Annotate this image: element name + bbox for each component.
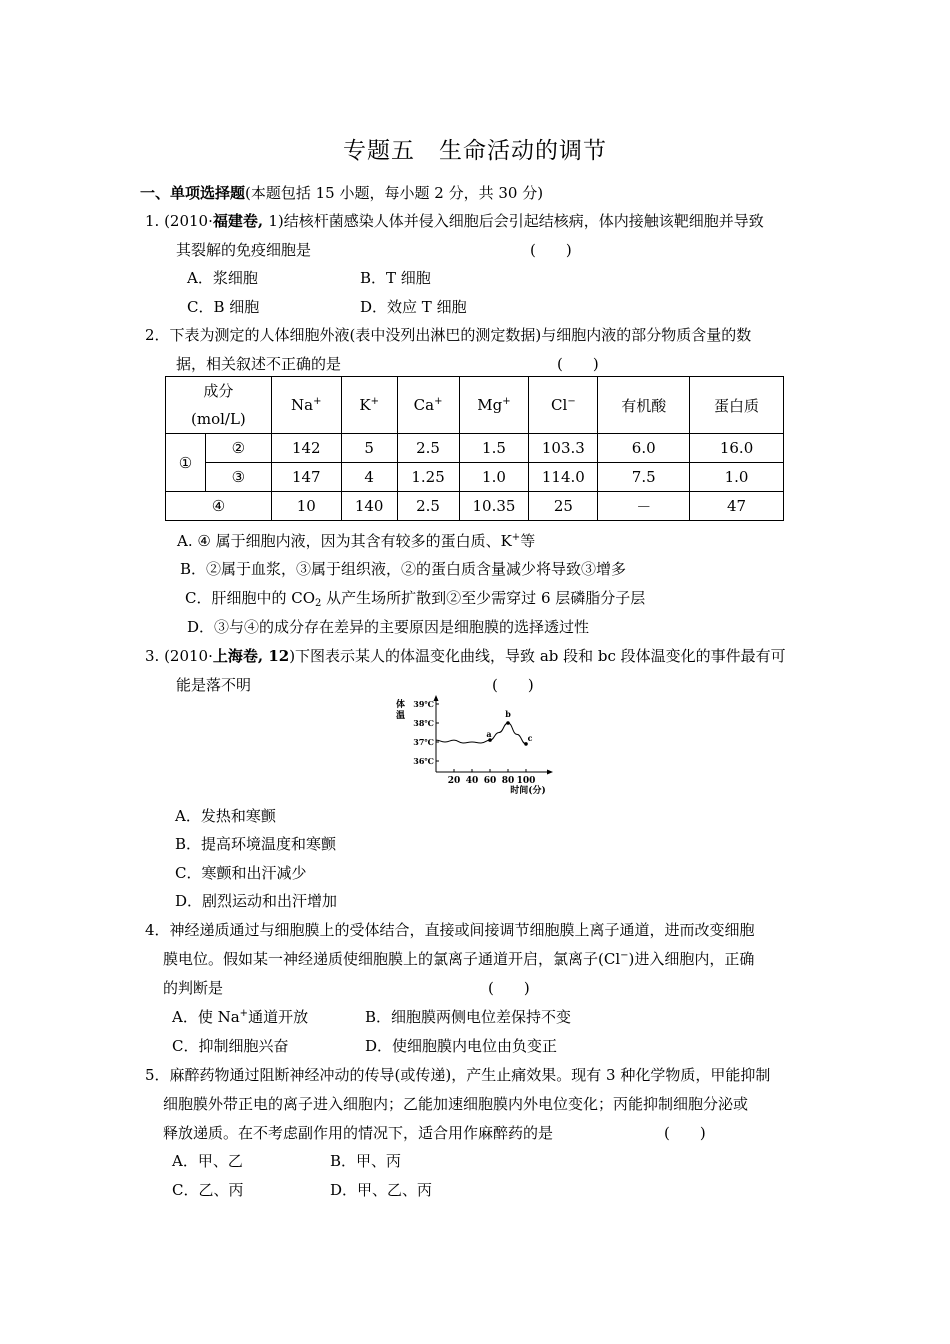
- table-cell: 1.0: [459, 463, 529, 492]
- table-cell: 1.0: [690, 463, 784, 492]
- table-cell: 47: [690, 492, 784, 521]
- q1-option-b: B．T 细胞: [360, 269, 431, 287]
- q3-line2: 能是落不明: [176, 676, 252, 694]
- x-tick-label: 60: [483, 776, 497, 786]
- point-label-b: b: [505, 709, 511, 719]
- x-tick-label: 40: [465, 776, 479, 786]
- q1-option-d: D．效应 T 细胞: [360, 298, 467, 316]
- q5-option-c: C．乙、丙: [172, 1181, 244, 1199]
- header-ca: Ca+: [397, 377, 459, 434]
- header-protein: 蛋白质: [690, 377, 784, 434]
- table-cell: 7.5: [598, 463, 690, 492]
- table-cell: 2.5: [397, 434, 459, 463]
- q3-answer-paren: ( ): [492, 676, 534, 694]
- header-component: 成分: [203, 382, 234, 400]
- q4-line1: 4．神经递质通过与细胞膜上的受体结合，直接或间接调节细胞膜上离子通道，进而改变细胞: [145, 921, 755, 939]
- body-temperature-chart: [390, 692, 560, 800]
- section-note: (本题包括 15 小题，每小题 2 分，共 30 分): [245, 184, 544, 202]
- q3-option-c: C．寒颤和出汗减少: [175, 864, 307, 882]
- header-component-cell: [166, 377, 272, 434]
- q4-option-d: D．使细胞膜内电位由负变正: [365, 1037, 558, 1055]
- q4-answer-paren: ( ): [488, 979, 530, 997]
- y-axis-label-2: 温: [396, 711, 406, 721]
- table-row: [166, 463, 784, 492]
- y-tick-label: 38℃: [413, 718, 434, 728]
- table-header-row: [166, 377, 784, 434]
- table-cell: 5: [341, 434, 397, 463]
- q5-answer-paren: ( ): [664, 1124, 706, 1142]
- q3-option-a: A．发热和寒颤: [175, 807, 276, 825]
- q4-line3: 的判断是: [163, 979, 224, 997]
- table-cell: 16.0: [690, 434, 784, 463]
- header-na: Na+: [271, 377, 341, 434]
- header-k: K+: [341, 377, 397, 434]
- q1-answer-paren: ( ): [530, 241, 572, 259]
- table-cell: 1.25: [397, 463, 459, 492]
- table-cell: 114.0: [529, 463, 598, 492]
- y-axis-arrow: [434, 695, 439, 701]
- y-tick-label: 36℃: [413, 756, 434, 766]
- q5-line3: 释放递质。在不考虑副作用的情况下，适合用作麻醉药的是: [163, 1124, 554, 1142]
- table-cell: 147: [271, 463, 341, 492]
- q1-number: 1. (2010·: [145, 212, 213, 230]
- q2-option-c: C．肝细胞中的 $CO_2$ 从产生场所扩散到②至少需穿过 6 层磷脂分子层: [185, 589, 646, 609]
- q5-line2: 细胞膜外带正电的离子进入细胞内；乙能加速细胞膜内外电位变化；丙能抑制细胞分泌或: [163, 1095, 749, 1113]
- x-axis-arrow: [547, 770, 553, 775]
- q2-option-b: B．②属于血浆，③属于组织液，②的蛋白质含量减少将导致③增多: [180, 560, 627, 578]
- table-cell: 103.3: [529, 434, 598, 463]
- table-row: [166, 434, 784, 463]
- q1-line1: [145, 211, 764, 231]
- q3-source: 上海卷, 12: [212, 647, 290, 665]
- q3-option-b: B．提高环境温度和寒颤: [175, 835, 337, 853]
- table-cell: －: [598, 492, 690, 521]
- q4-line2: 膜电位。假如某一神经递质使细胞膜上的氯离子通道开启，氯离子(Cl−)进入细胞内，正确: [163, 950, 755, 968]
- q2-line2: 据，相关叙述不正确的是: [176, 355, 342, 373]
- q4-option-c: C．抑制细胞兴奋: [172, 1037, 289, 1055]
- y-tick-label: 39℃: [413, 699, 434, 709]
- x-axis-label: 时间(分): [510, 786, 546, 796]
- point-b: [506, 721, 510, 725]
- point-label-a: a: [486, 729, 492, 740]
- q3-text: )下图表示某人的体温变化曲线，导致 ab 段和 bc 段体温变化的事件最有可: [289, 647, 786, 665]
- page-title: 专题五 生命活动的调节: [343, 138, 607, 164]
- header-unit: (mol/L): [191, 410, 246, 428]
- table-cell: 25: [529, 492, 598, 521]
- q5-option-a: A．甲、乙: [172, 1152, 243, 1170]
- table-cell: 4: [341, 463, 397, 492]
- q4-option-b: B．细胞膜两侧电位差保持不变: [365, 1008, 572, 1026]
- q3-line1: [145, 646, 786, 666]
- q1-option-c: C．B 细胞: [187, 298, 260, 316]
- table-row: [166, 492, 784, 521]
- x-tick-label: 80: [501, 776, 515, 786]
- q3-option-d: D．剧烈运动和出汗增加: [175, 892, 338, 910]
- row-label: ③: [205, 463, 271, 492]
- q5-option-b: B．甲、丙: [330, 1152, 402, 1170]
- q3-number: 3. (2010·: [145, 647, 213, 665]
- header-cl: Cl−: [529, 377, 598, 434]
- table-cell: 142: [271, 434, 341, 463]
- row-label: ②: [205, 434, 271, 463]
- table-cell: 6.0: [598, 434, 690, 463]
- point-label-c: c: [527, 732, 533, 743]
- section-header: [140, 183, 543, 203]
- section-heading: 一、单项选择题: [140, 184, 246, 202]
- header-organic-acid: 有机酸: [598, 377, 690, 434]
- ion-concentration-table: [165, 376, 784, 521]
- q2-line1: 2．下表为测定的人体细胞外液(表中没列出淋巴的测定数据)与细胞内液的部分物质含量的数: [145, 326, 752, 344]
- table-cell: 10.35: [459, 492, 529, 521]
- table-cell: 10: [271, 492, 341, 521]
- group-label: ①: [166, 434, 206, 492]
- y-axis-label-1: 体: [396, 700, 406, 710]
- q1-source: 福建卷,: [212, 212, 269, 230]
- table-cell: 1.5: [459, 434, 529, 463]
- q1-line2: 其裂解的免疫细胞是: [176, 241, 312, 259]
- q4-option-a: A．使 Na+通道开放: [172, 1008, 309, 1026]
- header-mg: Mg+: [459, 377, 529, 434]
- q5-line1: 5．麻醉药物通过阻断神经冲动的传导(或传递)，产生止痛效果。现有 3 种化学物质，甲能抑制: [145, 1066, 771, 1084]
- q2-option-d: D．③与④的成分存在差异的主要原因是细胞膜的选择透过性: [187, 618, 590, 636]
- q2-answer-paren: ( ): [557, 355, 599, 373]
- row-label: ④: [166, 492, 272, 521]
- q1-text: 1)结核杆菌感染人体并侵入细胞后会引起结核病，体内接触该靶细胞并导致: [268, 212, 764, 230]
- temperature-curve: [436, 723, 526, 744]
- q2-option-a: A. ④ 属于细胞内液，因为其含有较多的蛋白质、K+等: [177, 532, 536, 550]
- table-cell: 2.5: [397, 492, 459, 521]
- x-tick-label: 100: [516, 776, 536, 786]
- x-tick-label: 20: [447, 776, 461, 786]
- y-tick-label: 37℃: [413, 737, 434, 747]
- q5-option-d: D．甲、乙、丙: [330, 1181, 433, 1199]
- q1-option-a: A．浆细胞: [187, 269, 258, 287]
- table-cell: 140: [341, 492, 397, 521]
